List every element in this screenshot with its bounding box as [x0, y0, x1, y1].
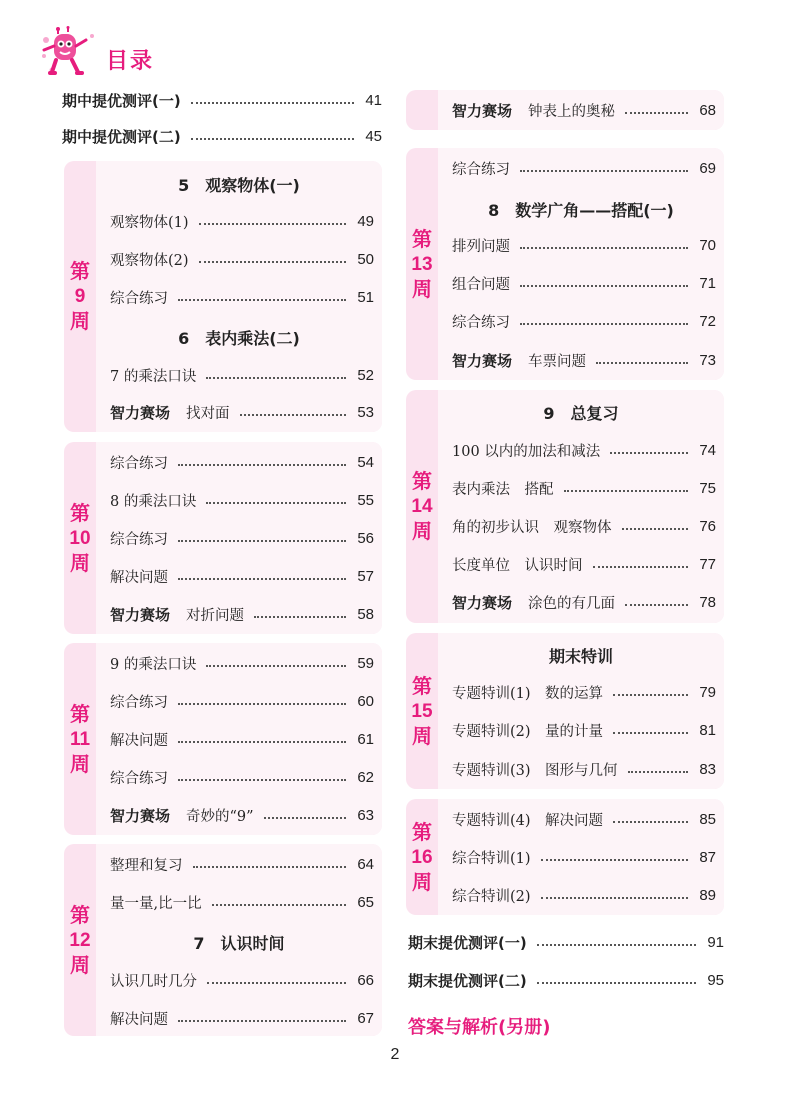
toc-entry[interactable] — [452, 807, 716, 831]
entry-title: 综合练习 — [110, 531, 168, 548]
entry-subtitle: 奇妙的“9” — [186, 808, 254, 825]
entry-title: 长度单位 认识时间 — [452, 557, 583, 574]
week-label: 第 9 周 — [70, 259, 90, 333]
section-title: 9 总复习 — [543, 404, 619, 423]
page-number: 51 — [357, 288, 374, 306]
page-number: 58 — [357, 605, 374, 623]
dot-leader — [191, 102, 354, 104]
entry-title: 解决问题 — [110, 569, 168, 586]
page-number: 59 — [357, 654, 374, 672]
toc-entry[interactable] — [110, 1006, 374, 1030]
dot-leader — [613, 694, 688, 696]
section-title: 6 表内乘法(二) — [178, 329, 300, 348]
page-number: 74 — [699, 441, 716, 459]
page-number: 76 — [699, 517, 716, 535]
section-title: 期末特训 — [548, 647, 613, 666]
dot-leader — [520, 323, 688, 325]
page-number: 77 — [699, 555, 716, 573]
toc-entry[interactable] — [452, 757, 716, 781]
page-number: 61 — [357, 730, 374, 748]
entry-subtitle: 车票问题 — [528, 353, 587, 370]
entry-subtitle: 涂色的有几面 — [528, 595, 616, 612]
toc-entry[interactable] — [452, 845, 716, 869]
week-label: 第 11 周 — [69, 701, 91, 776]
page-number: 41 — [365, 91, 382, 109]
entry-title: 智力赛场 — [452, 101, 513, 120]
entry-title: 表内乘法 搭配 — [452, 481, 554, 498]
page-number: 85 — [699, 810, 716, 828]
entry-title: 期末提优测评(一) — [408, 933, 527, 952]
section-title: 7 认识时间 — [193, 934, 285, 953]
entry-title: 综合练习 — [110, 290, 168, 307]
entry-title: 期末提优测评(二) — [408, 971, 527, 990]
entry-title: 智力赛场 — [110, 403, 171, 422]
week-label: 第 10 周 — [69, 500, 91, 575]
toc-entry[interactable] — [110, 689, 374, 713]
toc-entry[interactable] — [452, 718, 716, 742]
page-number: 89 — [699, 886, 716, 904]
dot-leader — [178, 741, 346, 743]
page-number: 56 — [357, 529, 374, 547]
page-number: 66 — [357, 971, 374, 989]
dot-leader — [178, 299, 346, 301]
toc-entry[interactable] — [452, 590, 716, 614]
toc-entry[interactable] — [110, 247, 374, 271]
dot-leader — [254, 616, 346, 618]
dot-leader — [596, 362, 688, 364]
page-number: 78 — [699, 593, 716, 611]
entry-title: 观察物体(1) — [110, 214, 189, 231]
toc-entry[interactable] — [110, 727, 374, 751]
page-number: 83 — [699, 760, 716, 778]
section-title: 5 观察物体(一) — [178, 176, 300, 195]
section-title: 8 数学广角——搭配(一) — [488, 201, 674, 220]
entry-title: 角的初步认识 观察物体 — [452, 519, 612, 536]
mascot-icon — [38, 26, 100, 80]
toc-entry[interactable] — [452, 883, 716, 907]
answer-note: 答案与解析(另册) — [408, 1017, 551, 1038]
toc-entry[interactable] — [452, 476, 716, 500]
toc-entry[interactable] — [110, 651, 374, 675]
entry-title: 7 的乘法口诀 — [110, 368, 197, 385]
dot-leader — [240, 414, 346, 416]
dot-leader — [207, 982, 346, 984]
page-number: 52 — [357, 366, 374, 384]
entry-title: 智力赛场 — [452, 351, 513, 370]
page-number: 54 — [357, 453, 374, 471]
week-label: 第 16 周 — [411, 819, 433, 894]
entry-title: 9 的乘法口诀 — [110, 656, 197, 673]
toc-entry[interactable] — [452, 233, 716, 257]
dot-leader — [622, 528, 689, 530]
dot-leader — [541, 897, 688, 899]
dot-leader — [206, 665, 346, 667]
dot-leader — [625, 604, 688, 606]
toc-entry[interactable] — [452, 98, 716, 122]
dot-leader — [178, 540, 346, 542]
toc-entry[interactable] — [62, 88, 382, 112]
entry-title: 100 以内的加法和减法 — [452, 443, 601, 460]
toc-entry[interactable] — [110, 363, 374, 387]
toc-entry[interactable] — [110, 890, 374, 914]
dot-leader — [178, 1020, 346, 1022]
entry-title: 解决问题 — [110, 732, 168, 749]
page-number: 64 — [357, 855, 374, 873]
page-title: 目录 — [106, 49, 155, 74]
page-number: 81 — [699, 721, 716, 739]
toc-entry[interactable] — [408, 930, 724, 954]
week-14-box — [406, 390, 724, 623]
dot-leader — [199, 261, 346, 263]
page-number: 63 — [357, 806, 374, 824]
dot-leader — [191, 138, 354, 140]
dot-leader — [520, 285, 688, 287]
entry-title: 综合练习 — [110, 694, 168, 711]
toc-entry[interactable] — [110, 968, 374, 992]
entry-title: 智力赛场 — [110, 806, 171, 825]
entry-title: 专题特训(4) 解决问题 — [452, 812, 604, 829]
dot-leader — [593, 566, 689, 568]
dot-leader — [520, 247, 688, 249]
page-number: 95 — [707, 971, 724, 989]
page-number: 70 — [699, 236, 716, 254]
entry-title: 解决问题 — [110, 1011, 168, 1028]
dot-leader — [178, 578, 346, 580]
toc-entry[interactable] — [110, 602, 374, 626]
entry-title: 量一量,比一比 — [110, 895, 202, 912]
week-label: 第 13 周 — [411, 226, 433, 301]
page-number: 55 — [357, 491, 374, 509]
toc-entry[interactable] — [110, 852, 374, 876]
dot-leader — [537, 982, 696, 984]
page-number: 79 — [699, 683, 716, 701]
dot-leader — [199, 223, 346, 225]
dot-leader — [613, 821, 688, 823]
dot-leader — [613, 732, 688, 734]
entry-title: 专题特训(1) 数的运算 — [452, 685, 604, 702]
dot-leader — [206, 502, 346, 504]
page-number: 60 — [357, 692, 374, 710]
page-number: 49 — [357, 212, 374, 230]
entry-title: 智力赛场 — [452, 593, 513, 612]
dot-leader — [178, 464, 346, 466]
page-number: 67 — [357, 1009, 374, 1027]
page-number: 62 — [357, 768, 374, 786]
page-number: 50 — [357, 250, 374, 268]
page-number: 68 — [699, 101, 716, 119]
toc-entry[interactable] — [110, 564, 374, 588]
page-number: 65 — [357, 893, 374, 911]
toc-entry[interactable] — [110, 285, 374, 309]
toc-entry[interactable] — [110, 400, 374, 424]
toc-entry[interactable] — [62, 124, 382, 148]
entry-subtitle: 找对面 — [186, 405, 230, 422]
toc-entry[interactable] — [452, 438, 716, 462]
entry-subtitle: 对折问题 — [186, 607, 245, 624]
toc-entry[interactable] — [408, 968, 724, 992]
toc-entry[interactable] — [452, 680, 716, 704]
entry-title: 智力赛场 — [110, 605, 171, 624]
page-number: 69 — [699, 159, 716, 177]
dot-leader — [206, 377, 346, 379]
entry-title: 整理和复习 — [110, 857, 183, 874]
entry-title: 期中提优测评(一) — [62, 91, 181, 110]
page-number: 57 — [357, 567, 374, 585]
page-number: 73 — [699, 351, 716, 369]
entry-title: 综合练习 — [452, 314, 510, 331]
dot-leader — [610, 452, 688, 454]
entry-title: 观察物体(2) — [110, 252, 189, 269]
dot-leader — [264, 817, 346, 819]
toc-entry[interactable] — [110, 526, 374, 550]
entry-title: 专题特训(3) 图形与几何 — [452, 762, 618, 779]
page-number: 87 — [699, 848, 716, 866]
dot-leader — [537, 944, 696, 946]
toc-entry[interactable] — [110, 209, 374, 233]
dot-leader — [520, 170, 688, 172]
dot-leader — [212, 904, 346, 906]
entry-title: 排列问题 — [452, 238, 510, 255]
entry-title: 8 的乘法口诀 — [110, 493, 197, 510]
dot-leader — [541, 859, 688, 861]
toc-entry[interactable] — [452, 156, 716, 180]
dot-leader — [178, 703, 346, 705]
week-13-box — [406, 148, 724, 380]
entry-title: 综合练习 — [110, 770, 168, 787]
toc-entry[interactable] — [452, 309, 716, 333]
entry-subtitle: 钟表上的奥秘 — [528, 103, 616, 120]
toc-entry[interactable] — [110, 450, 374, 474]
toc-entry[interactable] — [452, 348, 716, 372]
dot-leader — [178, 779, 346, 781]
toc-entry[interactable] — [452, 552, 716, 576]
page-number: 75 — [699, 479, 716, 497]
entry-title: 期中提优测评(二) — [62, 127, 181, 146]
entry-title: 组合问题 — [452, 276, 510, 293]
toc-entry[interactable] — [452, 271, 716, 295]
page-number: 91 — [707, 933, 724, 951]
dot-leader — [193, 866, 347, 868]
toc-entry[interactable] — [452, 514, 716, 538]
week-label: 第 14 周 — [411, 469, 433, 543]
page-number: 45 — [365, 127, 382, 145]
page-number: 53 — [357, 403, 374, 421]
entry-title: 综合练习 — [110, 455, 168, 472]
entry-title: 综合特训(2) — [452, 888, 531, 905]
dot-leader — [625, 112, 688, 114]
page-number-footer: 2 — [390, 1046, 400, 1063]
page-number: 71 — [699, 274, 716, 292]
dot-leader — [628, 771, 688, 773]
page-number: 72 — [699, 312, 716, 330]
entry-title: 专题特训(2) 量的计量 — [452, 723, 604, 740]
entry-title: 综合练习 — [452, 161, 510, 178]
week-label: 第 15 周 — [411, 673, 433, 748]
entry-title: 认识几时几分 — [110, 973, 197, 990]
week-label: 第 12 周 — [69, 902, 91, 977]
toc-entry[interactable] — [110, 803, 374, 827]
toc-entry[interactable] — [110, 765, 374, 789]
dot-leader — [564, 490, 689, 492]
toc-entry[interactable] — [110, 488, 374, 512]
entry-title: 综合特训(1) — [452, 850, 531, 867]
